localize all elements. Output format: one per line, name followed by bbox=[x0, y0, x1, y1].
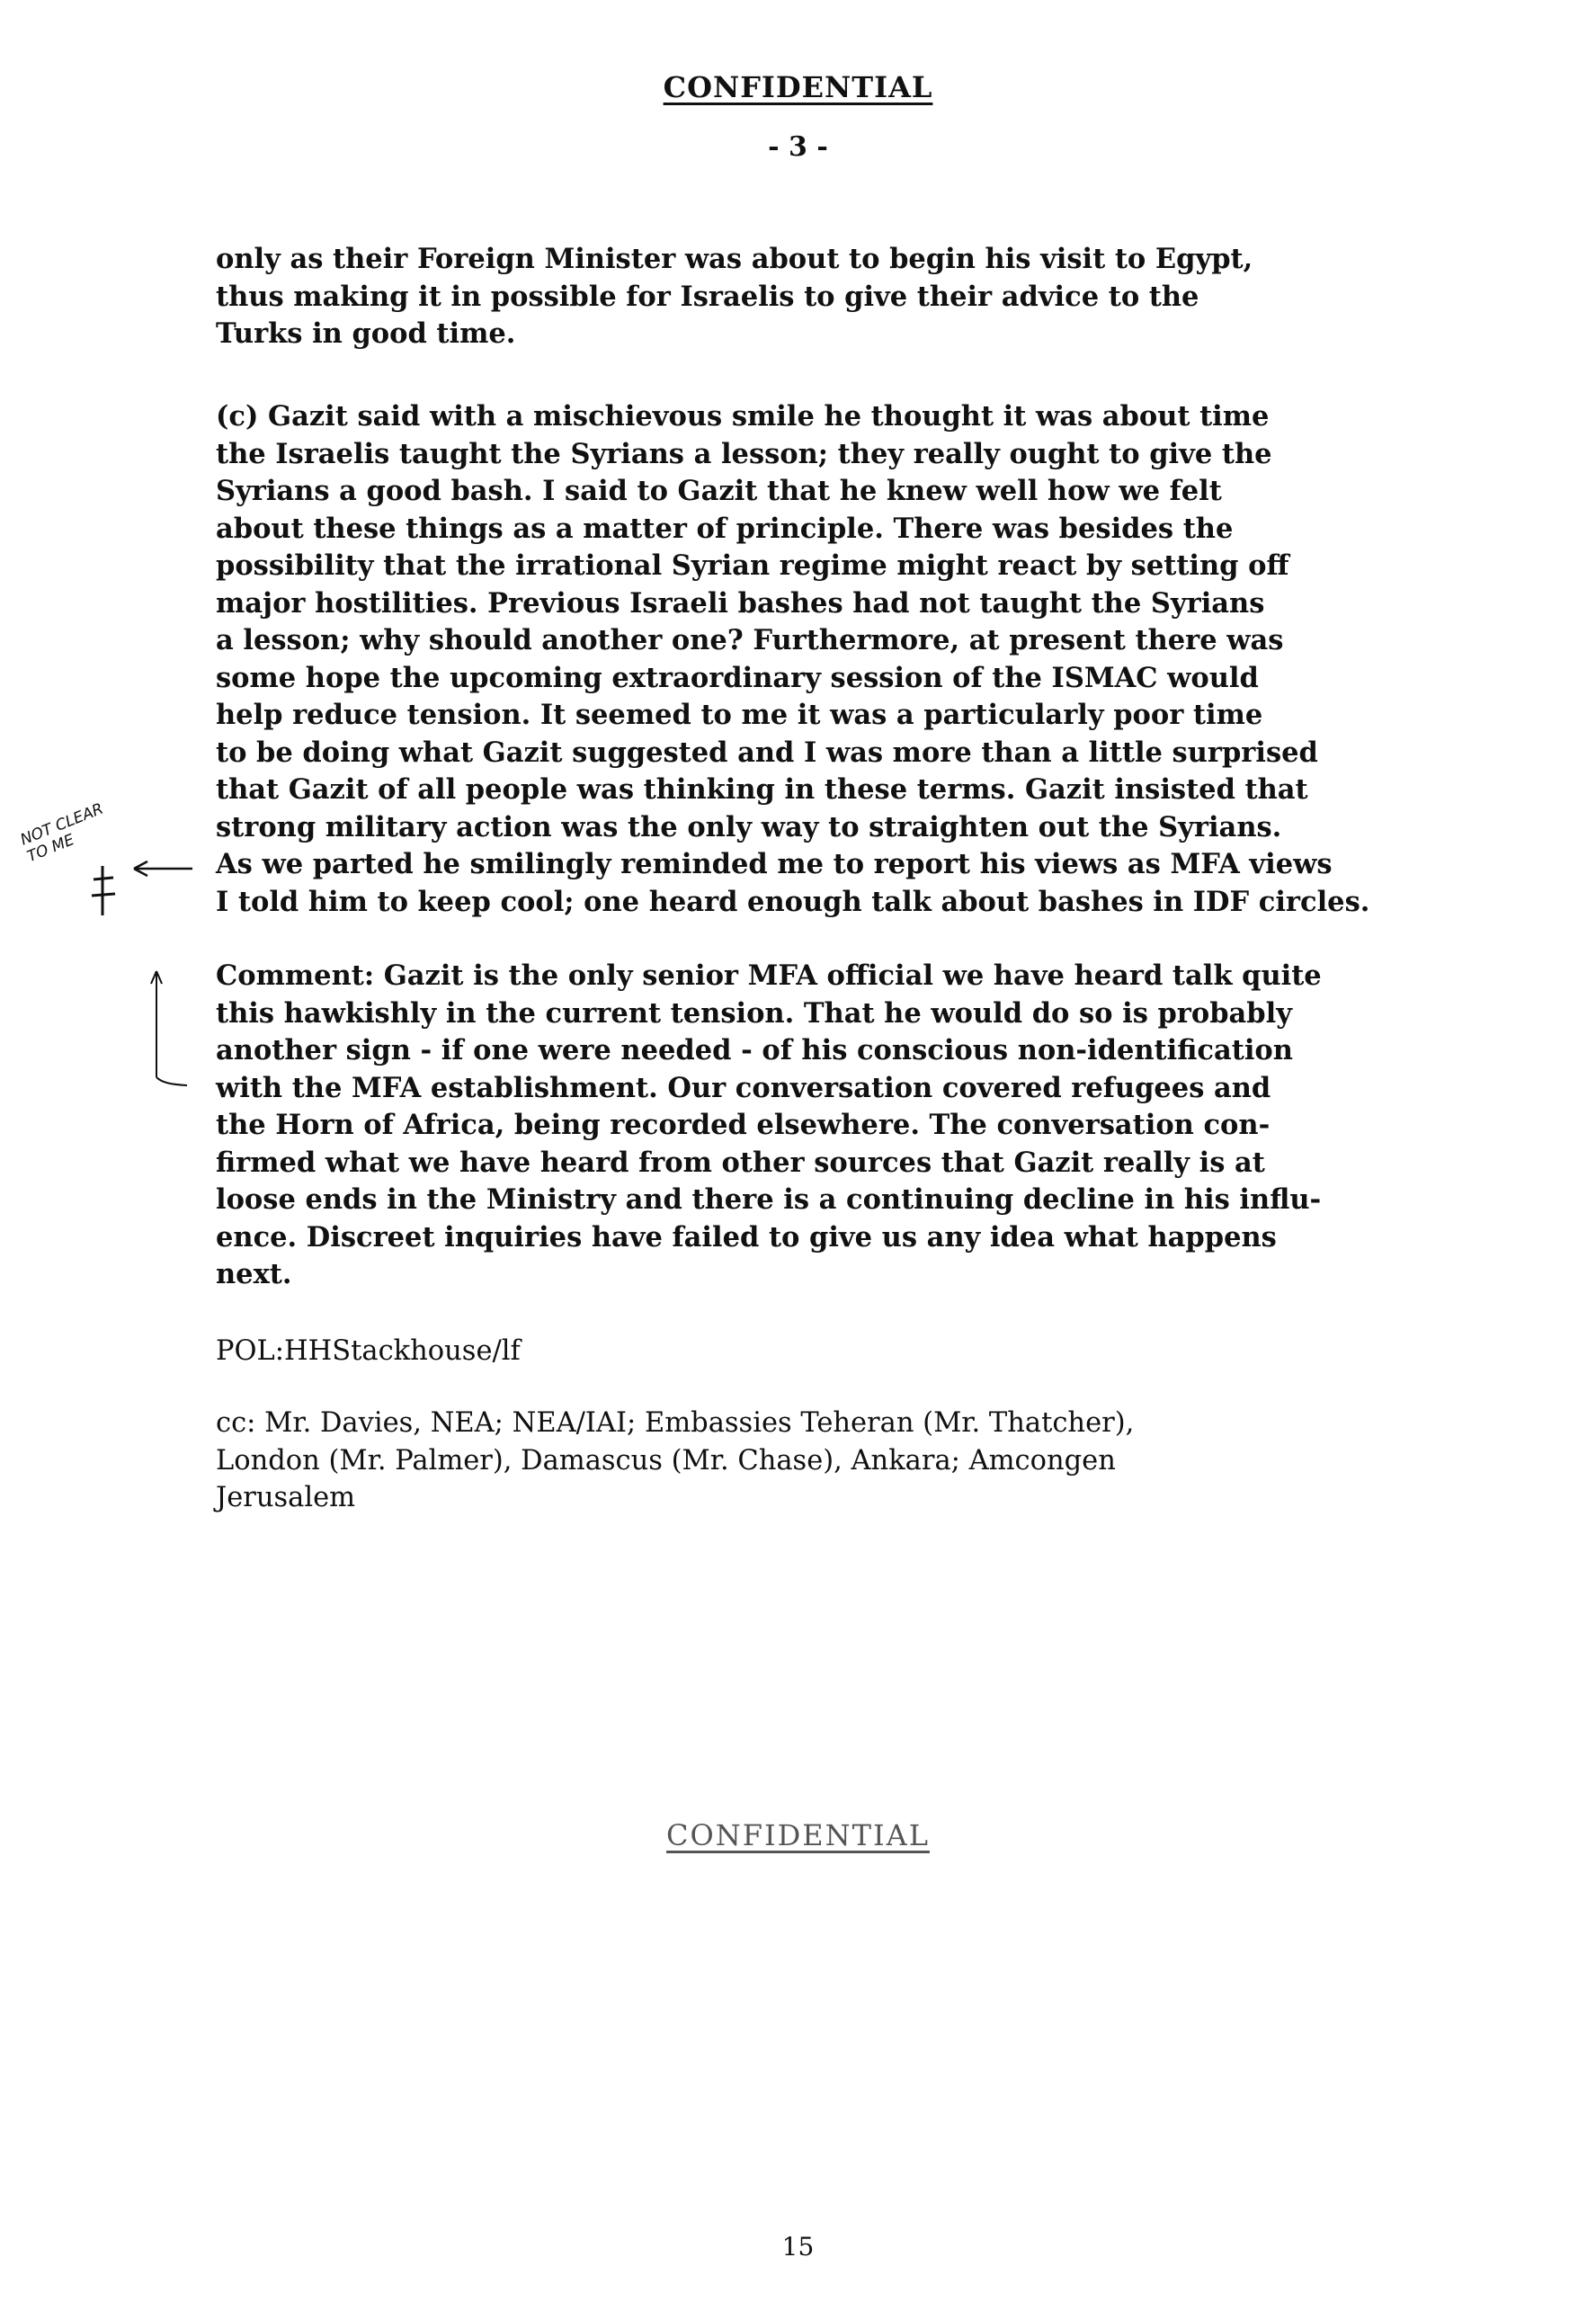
page-number: 15 bbox=[781, 2232, 815, 2262]
comment-paragraph: Comment: Gazit is the only senior MFA official we have heard talk quite this hawkishly in the current tension. That he would do so is probably another sign - if one were needed - of his conscious non-identification with the MFA establishment. Our conversation covered refugees and the Horn of Africa, being recorded elsewhere. The conversation con- firmed what we have heard from other sources that Gazit really is at loose ends in the Ministry and there is a continuing decline in his influ- ence. Discreet inquiries have failed to give us any idea what happens next. bbox=[216, 959, 1322, 1290]
paragraph-continuation: only as their Foreign Minister was about to begin his visit to Egypt, thus making it in possible for Israelis to give their advice to the Turks in good time. bbox=[216, 243, 1253, 350]
classification-footer: CONFIDENTIAL bbox=[666, 1818, 930, 1852]
paragraph-c: (c) Gazit said with a mischievous smile he thought it was about time the Israelis taught the Syrians a lesson; they really ought to give the Syrians a good bash. I said to Gazit that he knew well how we felt about these things as a matter of principle. There was besides the possibility that the irrational Syrian regime might react by setting off major hostilities. Previous Israeli bashes had not taught the Syrians a lesson; why should another one? Furthermore, at present there was some hope the upcoming extraordinary session of the ISMAC would help reduce tension. It seemed to me it was a particularly poor time to be doing what Gazit suggested and I was more than a little surprised that Gazit of all people was thinking in these terms. Gazit insisted that strong military action was the only way to straighten out the Syrians. As we parted he smilingly reminded me to report his views as MFA views I told him to keep cool; one heard enough talk about bashes in IDF circles. bbox=[216, 400, 1370, 918]
cc-list: cc: Mr. Davies, NEA; NEA/IAI; Embassies Teheran (Mr. Thatcher), London (Mr. Palmer), Damascus (Mr. Chase), Ankara; Amcongen Jerusalem bbox=[216, 1407, 1135, 1513]
margin-arrow-icon bbox=[13, 825, 192, 933]
classification-header: CONFIDENTIAL bbox=[663, 70, 933, 104]
handwritten-margin-note bbox=[13, 799, 192, 933]
page-marker: - 3 - bbox=[768, 131, 828, 163]
margin-bracket-icon bbox=[135, 962, 189, 1097]
drafter-line: POL:HHStackhouse/lf bbox=[216, 1335, 521, 1367]
margin-note-text: NOT CLEAR TO ME bbox=[18, 799, 106, 867]
